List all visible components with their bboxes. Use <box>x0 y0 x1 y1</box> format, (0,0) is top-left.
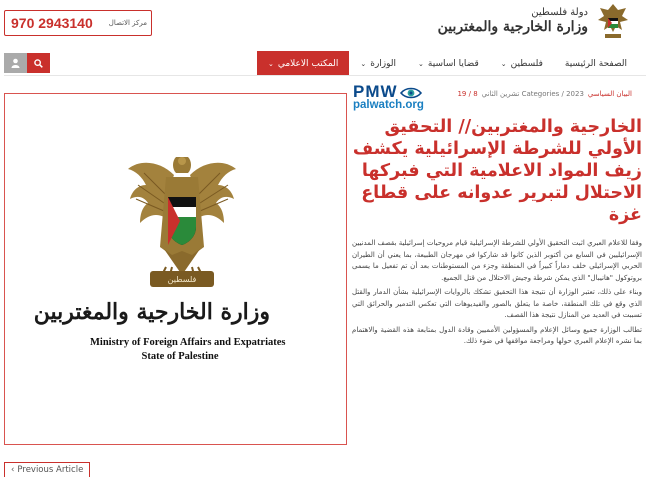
chevron-down-icon: ⌄ <box>267 59 274 68</box>
article-paragraph: وفقا للاعلام العبري اثبت التحقيق الأولي للشرطة الإسرائيلية قيام مروحيات إسرائيلية بقصف المدنيين الإسرائيليين في السابع من أكتوبر الذين كانوا قد شاركوا في مهرجان الطبيعة، بما يعني أن الطيران الحربي الإسرائيلي خلف دماراً كبيراً في المنطقة وجزء من المستوطنات بعد أن تم تفعيل ما يسمى بروتوكول "هانيبال" الذي يمكن شرطة وجيش الاحتلال من قتل الجميع. <box>352 239 642 282</box>
chevron-down-icon: ⌄ <box>500 59 507 68</box>
eye-icon <box>400 87 422 99</box>
article-meta <box>457 90 632 98</box>
nav-item-palestine[interactable] <box>490 51 554 76</box>
main-nav <box>0 51 646 76</box>
contact-center[interactable] <box>4 10 152 36</box>
nav-item-media-office[interactable] <box>257 51 349 76</box>
logo-line-1: دولة فلسطين <box>531 7 588 18</box>
chevron-left-icon: ‹ <box>11 465 15 475</box>
eagle-emblem-icon <box>594 0 632 48</box>
contact-phone-number: 970 2943140 <box>11 15 93 31</box>
ministry-name-arabic: وزارة الخارجية والمغتربين <box>33 299 270 325</box>
logo-text <box>438 6 588 34</box>
previous-article-button[interactable] <box>4 462 90 477</box>
nav-divider <box>4 75 646 76</box>
previous-article-label: Previous Article <box>17 465 84 475</box>
pmw-watermark <box>353 82 447 112</box>
contact-label: مركز الاتصال <box>108 19 147 27</box>
article-views: 8 / 19 <box>457 90 478 98</box>
search-button[interactable] <box>27 53 50 73</box>
chevron-down-icon: ⌄ <box>360 59 367 68</box>
site-logo[interactable] <box>437 0 632 48</box>
article-date: Categories / 2023 تشرين الثاني <box>481 90 584 98</box>
eagle-emblem-icon <box>122 151 242 299</box>
nav-item-label: المكتب الاعلامي <box>277 58 339 69</box>
user-icon <box>11 58 20 68</box>
nav-item-label: فلسطين <box>510 58 543 69</box>
nav-item-label: الوزارة <box>370 58 397 69</box>
article-category[interactable]: البيان السياسي <box>587 90 632 98</box>
nav-item-label: الصفحة الرئيسية <box>564 58 627 69</box>
logo-line-2: وزارة الخارجية والمغتربين <box>437 19 588 35</box>
pmw-watermark-bottom: palwatch.org <box>353 99 424 111</box>
user-button[interactable] <box>4 53 27 73</box>
article-image[interactable] <box>4 93 347 445</box>
nav-item-home[interactable] <box>554 51 638 76</box>
article-paragraph: وبناء على ذلك، تعتبر الوزارة أن نتيجة هذا التحقيق تشكك بالروايات الإسرائيلية بشأن الدمار والقتل الذي وقع في تلك المنطقة، خاصة ما يتعلق بالصور والفيديوهات التي تعكس التدمير والحرائق التي تسببت في العديد من المنازل نتيجة هذا القصف. <box>352 288 642 319</box>
pmw-watermark-top: PMW <box>353 82 398 101</box>
nav-item-issues[interactable] <box>407 51 490 76</box>
nav-item-ministry[interactable] <box>349 51 407 76</box>
state-name-english: State of Palestine <box>141 351 219 362</box>
ministry-name-english: Ministry of Foreign Affairs and Expatriates <box>90 337 286 348</box>
article-paragraph: تطالب الوزارة جميع وسائل الإعلام والمسؤولين الأمميين وقادة الدول بمتابعة هذه القضية والاهتمام بما نشره الإعلام العبري حولها ومراجعة مواقفها في ضوء ذلك. <box>352 325 642 345</box>
chevron-down-icon: ⌄ <box>418 59 424 68</box>
emblem-banner-text: فلسطين <box>167 275 197 284</box>
search-icon <box>34 59 43 68</box>
article-title: الخارجية والمغتربين// التحقيق الأولي للشرطة الإسرائيلية يكشف زيف المواد الاعلامية التي فبركها الاحتلال لتبرير عدوانه على قطاع غزة <box>352 117 642 225</box>
contact-phone[interactable] <box>5 15 93 31</box>
article-body <box>352 238 642 351</box>
nav-item-label: قضايا اساسية <box>427 58 479 69</box>
